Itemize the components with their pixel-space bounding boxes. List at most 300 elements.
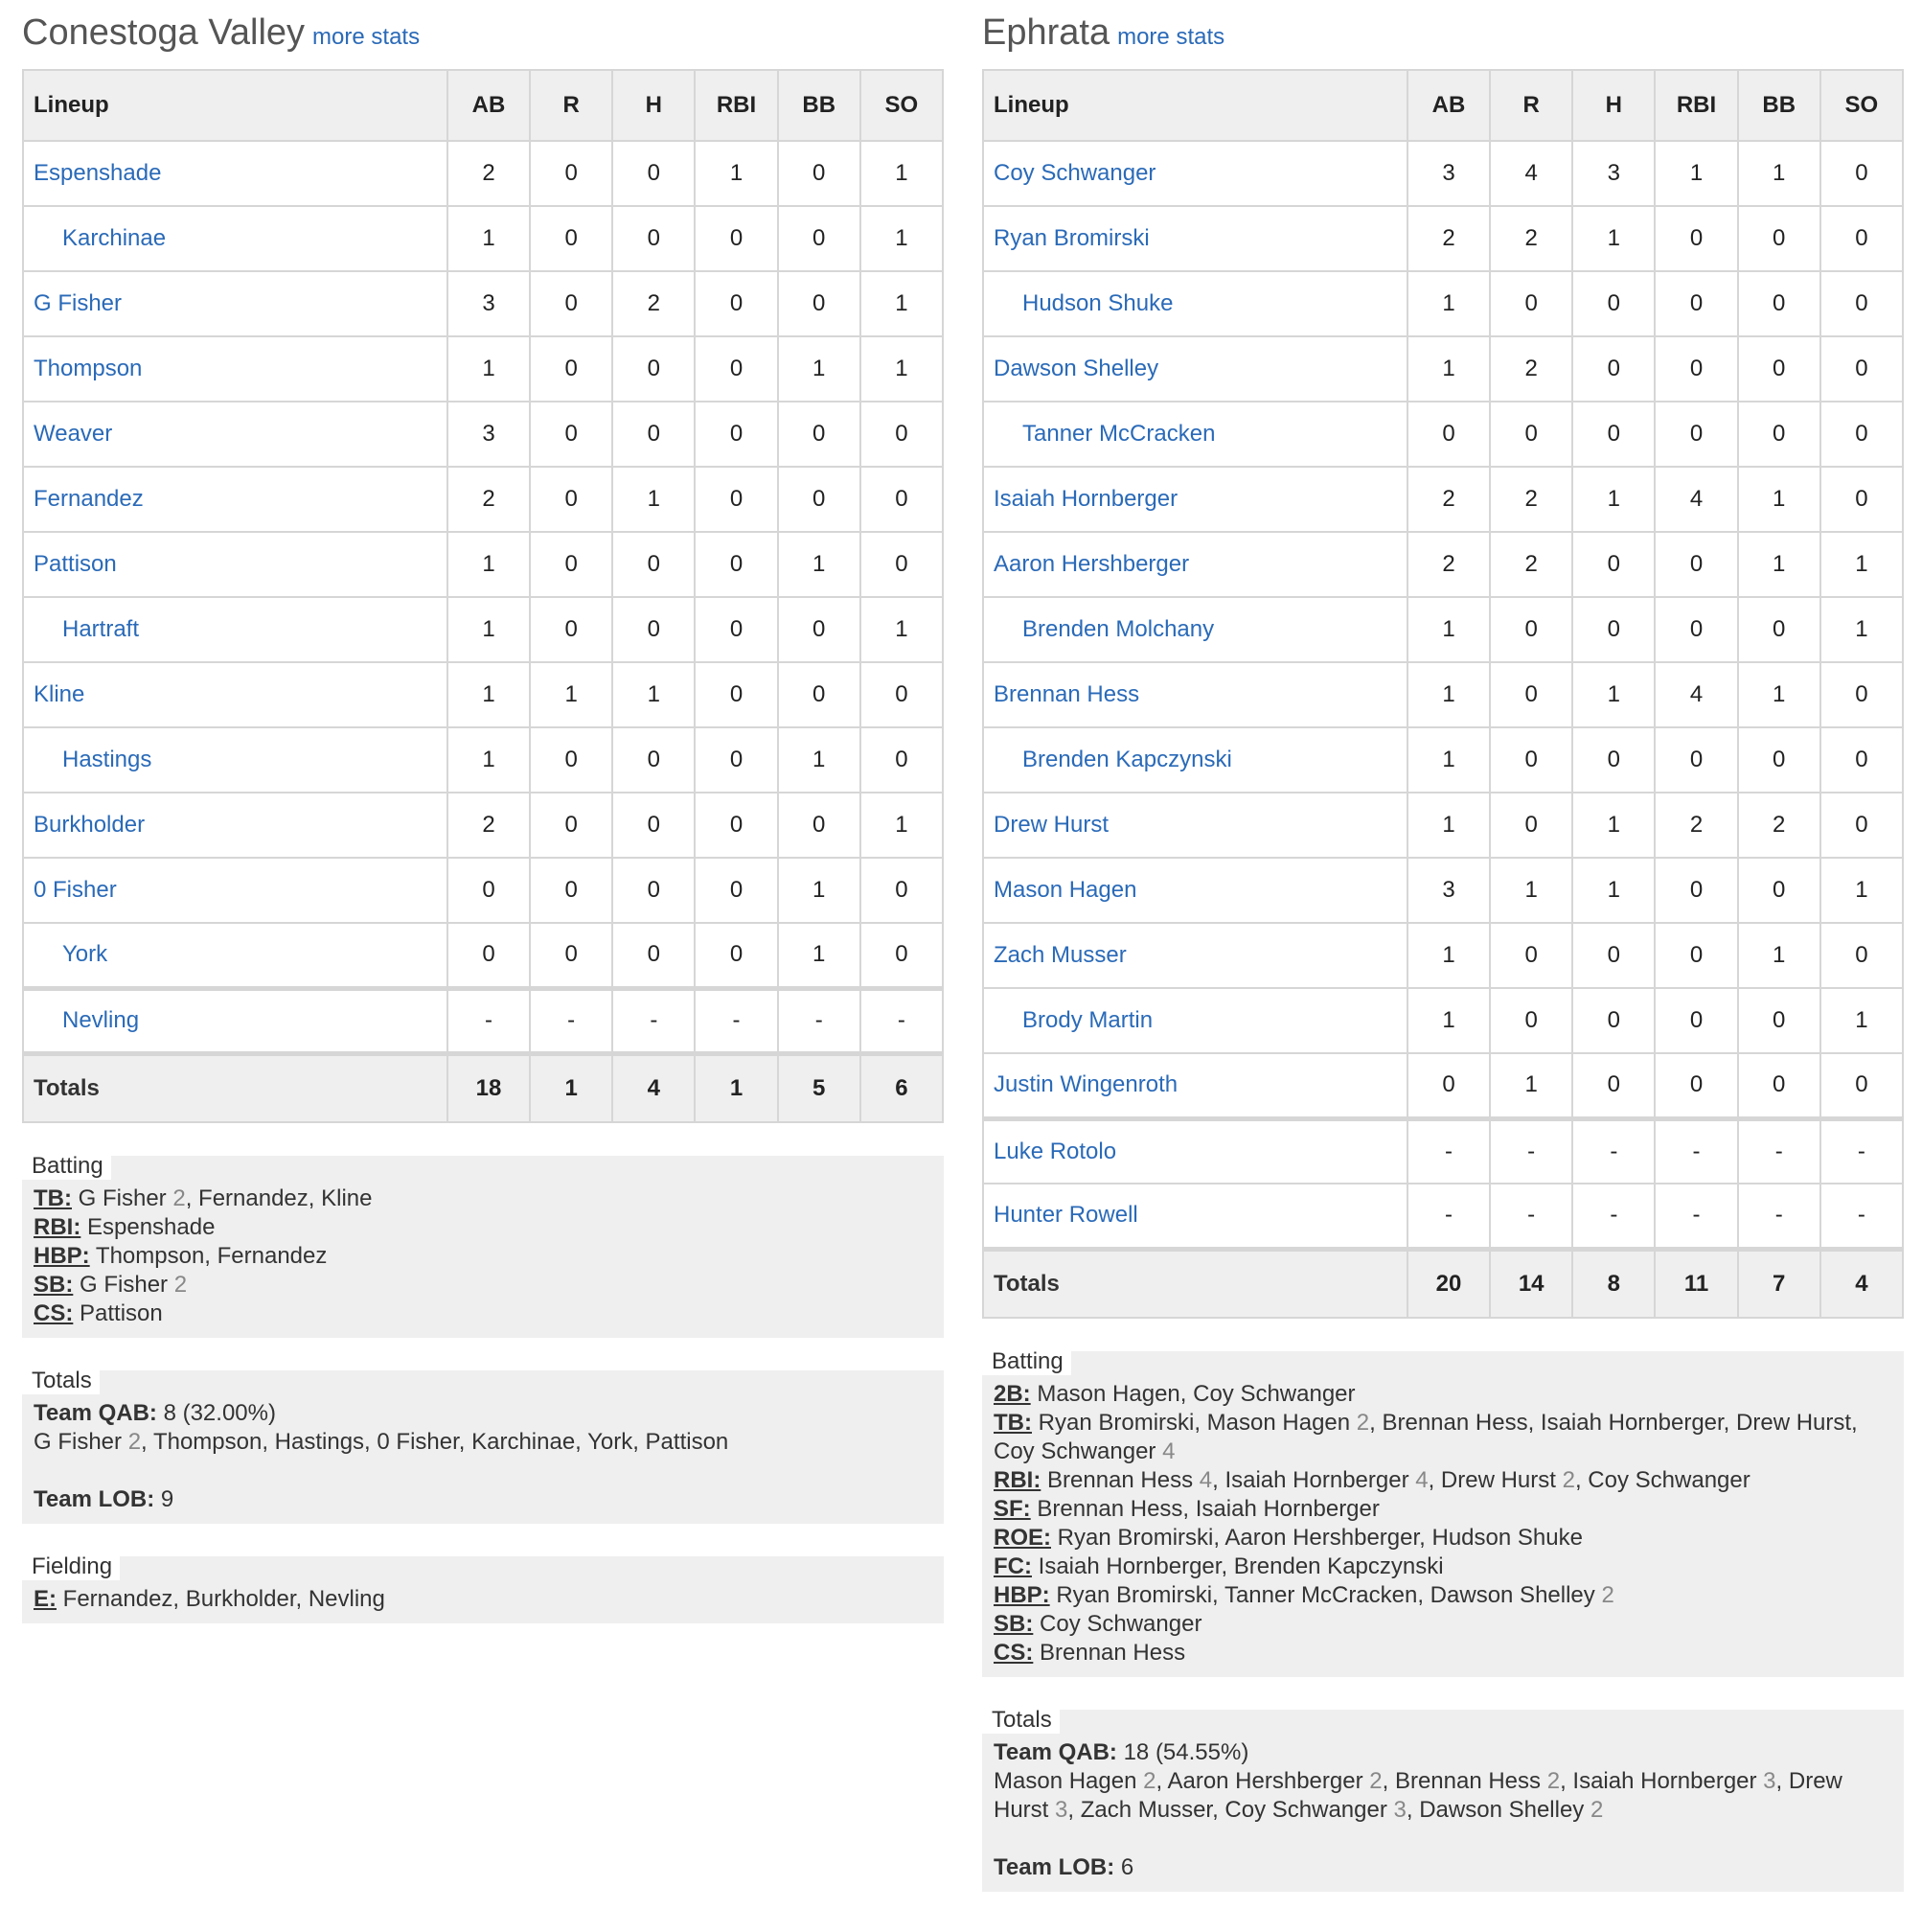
stat-bb-cell: 0 [1738, 271, 1820, 336]
stat-h-cell: 0 [1572, 271, 1655, 336]
team-name-text: Conestoga Valley [22, 12, 306, 53]
stat-r-cell: 2 [1490, 336, 1572, 402]
player-link[interactable]: Hastings [62, 747, 152, 772]
stat-ab-cell: 1 [1407, 597, 1490, 662]
stat-h-cell: 1 [1572, 662, 1655, 727]
player-name-cell [983, 532, 1407, 597]
stat-h-cell: 1 [1572, 793, 1655, 858]
stat-count: 2 [1601, 1582, 1614, 1608]
lineup-table [982, 69, 1904, 1319]
stat-so-cell: 1 [1820, 532, 1903, 597]
stat-so-cell: 1 [1820, 988, 1903, 1053]
stat-key: Team QAB: [994, 1739, 1117, 1765]
stat-key: HBP: [34, 1243, 90, 1269]
stat-line [994, 1466, 1892, 1495]
player-link[interactable]: Nevling [62, 1007, 140, 1033]
stat-ab-cell: 1 [447, 336, 530, 402]
stat-so-cell: 1 [1820, 858, 1903, 923]
stat-h-cell: 0 [612, 206, 695, 271]
team-name [22, 12, 420, 54]
player-name-cell [983, 597, 1407, 662]
stat-ab-cell: 2 [1407, 532, 1490, 597]
player-name-cell [23, 858, 447, 923]
stat-h-cell: 0 [1572, 923, 1655, 988]
stat-so-cell: 0 [1820, 141, 1903, 206]
player-link[interactable]: Brody Martin [1022, 1007, 1154, 1033]
player-link[interactable]: Ryan Bromirski [994, 225, 1150, 251]
table-row [983, 467, 1903, 532]
stat-ab-cell: 0 [1407, 402, 1490, 467]
stats-panel-totals [982, 1707, 1904, 1892]
stat-so-cell: 1 [860, 141, 943, 206]
stat-r-cell: 0 [530, 793, 612, 858]
stat-r-cell: 0 [530, 271, 612, 336]
stat-r-cell: 0 [1490, 988, 1572, 1053]
stat-so-cell: 0 [1820, 467, 1903, 532]
stat-rbi-cell: 0 [695, 271, 777, 336]
player-link[interactable]: Luke Rotolo [994, 1138, 1117, 1164]
stat-h-cell: 1 [1572, 467, 1655, 532]
stat-line [34, 1428, 932, 1457]
stat-bb-cell: 0 [778, 793, 860, 858]
stat-rbi-cell: 4 [1655, 662, 1737, 727]
stat-text: Fernandez, Burkholder, Nevling [62, 1586, 385, 1612]
stat-count: 2 [127, 1429, 142, 1455]
stat-text: 18 (54.55%) [1123, 1739, 1249, 1765]
stat-key: RBI: [994, 1467, 1041, 1493]
table-row [23, 141, 943, 206]
stat-key: FC: [994, 1553, 1032, 1579]
stat-line [34, 1184, 932, 1213]
player-link[interactable]: Dawson Shelley [994, 356, 1159, 381]
table-row [983, 923, 1903, 988]
stat-h-cell: 0 [612, 597, 695, 662]
team-header [22, 0, 944, 69]
table-row [983, 532, 1903, 597]
stat-r-cell: 2 [1490, 532, 1572, 597]
stat-r-cell: 0 [1490, 402, 1572, 467]
total-rbi-cell: 1 [695, 1053, 777, 1122]
stat-text: Pattison [80, 1300, 163, 1326]
stat-rbi-cell: 0 [1655, 271, 1737, 336]
stat-line [994, 1552, 1892, 1581]
stat-text: , Drew Hurst [1428, 1467, 1563, 1493]
stat-key: E: [34, 1586, 57, 1612]
stat-ab-cell: 0 [447, 923, 530, 988]
totals-label: Totals [23, 1053, 447, 1122]
player-name-cell [23, 597, 447, 662]
column-header-lineup: Lineup [983, 70, 1407, 141]
stat-key: TB: [34, 1185, 72, 1211]
stat-so-cell: 0 [1820, 1053, 1903, 1118]
more-stats-link[interactable]: more stats [1117, 24, 1225, 50]
stat-h-cell: 0 [612, 858, 695, 923]
player-link[interactable]: Fernandez [34, 486, 144, 512]
stat-count: 2 [172, 1185, 186, 1211]
stat-so-cell: 0 [1820, 271, 1903, 336]
stat-ab-cell: 1 [1407, 988, 1490, 1053]
player-link[interactable]: York [62, 941, 108, 968]
stat-h-cell: 0 [612, 727, 695, 793]
stat-line [34, 1485, 932, 1514]
stat-h-cell: 0 [612, 532, 695, 597]
stat-so-cell: 0 [860, 858, 943, 923]
stat-line [994, 1610, 1892, 1639]
stat-so-cell: 0 [1820, 402, 1903, 467]
stat-count: 2 [173, 1272, 188, 1298]
stat-text: , Isaiah Hornberger [1560, 1768, 1764, 1794]
player-name-cell [983, 1053, 1407, 1118]
stat-h-cell: 1 [612, 662, 695, 727]
stat-h-cell: 1 [1572, 858, 1655, 923]
table-row [983, 336, 1903, 402]
table-row [983, 597, 1903, 662]
stat-bb-cell: 1 [1738, 141, 1820, 206]
stat-rbi-cell: 0 [695, 532, 777, 597]
stat-text: , Coy Schwanger [1574, 1467, 1750, 1493]
player-name-cell [23, 923, 447, 988]
team-conestoga-valley [22, 0, 944, 1623]
stat-line [994, 1524, 1892, 1552]
stat-count: 2 [1590, 1797, 1604, 1823]
stat-rbi-cell: - [1655, 1118, 1737, 1184]
stat-h-cell: 1 [1572, 206, 1655, 271]
stat-count: 4 [1162, 1438, 1176, 1464]
stat-so-cell: - [1820, 1118, 1903, 1184]
player-link[interactable]: Brennan Hess [994, 681, 1140, 707]
stat-r-cell: 0 [530, 206, 612, 271]
stat-h-cell: 0 [612, 923, 695, 988]
stat-text: 8 (32.00%) [163, 1400, 276, 1426]
stat-text: , Aaron Hershberger [1155, 1768, 1370, 1794]
stat-so-cell: - [1820, 1184, 1903, 1249]
stat-r-cell: - [1490, 1118, 1572, 1184]
stat-bb-cell: 0 [1738, 1053, 1820, 1118]
player-name-cell [983, 141, 1407, 206]
stat-text: Ryan Bromirski, Aaron Hershberger, Hudson Shuke [1057, 1525, 1583, 1551]
stat-key: Team QAB: [34, 1400, 157, 1426]
stat-text: , Thompson, Hastings, 0 Fisher, Karchinae, York, Pattison [141, 1429, 729, 1455]
player-name-cell [23, 532, 447, 597]
panel-title: Totals [22, 1368, 100, 1394]
stat-text: , Brennan Hess [1382, 1768, 1547, 1794]
stat-text: Coy Schwanger [1040, 1611, 1202, 1637]
player-name-cell [23, 467, 447, 532]
stat-ab-cell: 1 [1407, 662, 1490, 727]
stat-text: 6 [1120, 1854, 1134, 1880]
stat-so-cell: 0 [1820, 662, 1903, 727]
stat-so-cell: - [860, 988, 943, 1053]
column-header-rbi: RBI [695, 70, 777, 141]
stat-count: 3 [1055, 1797, 1068, 1823]
player-name-cell [23, 402, 447, 467]
total-rbi-cell: 11 [1655, 1249, 1737, 1318]
column-header-h: H [612, 70, 695, 141]
player-link[interactable]: Mason Hagen [994, 877, 1137, 903]
stat-rbi-cell: 0 [1655, 727, 1737, 793]
stat-ab-cell: 2 [447, 467, 530, 532]
stat-key: 2B: [994, 1381, 1031, 1407]
stat-key: TB: [994, 1410, 1032, 1436]
stats-panel-fielding [22, 1553, 944, 1623]
table-row [983, 1053, 1903, 1118]
panel-title: Batting [22, 1153, 111, 1180]
player-name-cell [983, 271, 1407, 336]
player-name-cell [983, 1184, 1407, 1249]
stat-rbi-cell: 0 [695, 467, 777, 532]
stat-bb-cell: 0 [1738, 988, 1820, 1053]
stat-bb-cell: - [1738, 1118, 1820, 1184]
stat-r-cell: 0 [530, 336, 612, 402]
player-link[interactable]: Drew Hurst [994, 812, 1110, 838]
stat-line [994, 1409, 1892, 1466]
stats-panel-batting [22, 1153, 944, 1338]
stat-r-cell: 0 [530, 402, 612, 467]
stat-ab-cell: 2 [1407, 206, 1490, 271]
stat-ab-cell: 1 [1407, 727, 1490, 793]
stat-text: , Drew Hurst [994, 1768, 1842, 1823]
table-row [983, 662, 1903, 727]
stat-bb-cell: 1 [778, 858, 860, 923]
stat-r-cell: 0 [530, 467, 612, 532]
stat-r-cell: 0 [1490, 923, 1572, 988]
totals-row [983, 1249, 1903, 1318]
stat-rbi-cell: 0 [1655, 597, 1737, 662]
stat-bb-cell: 1 [1738, 662, 1820, 727]
stat-rbi-cell: 2 [1655, 793, 1737, 858]
stat-bb-cell: 0 [778, 662, 860, 727]
stat-rbi-cell: 0 [1655, 988, 1737, 1053]
lineup-header-row [983, 70, 1903, 141]
stat-r-cell: 0 [530, 141, 612, 206]
team-name [982, 12, 1224, 54]
stat-r-cell: 0 [1490, 793, 1572, 858]
stat-ab-cell: 3 [1407, 141, 1490, 206]
stat-h-cell: - [1572, 1184, 1655, 1249]
stat-ab-cell: 3 [447, 271, 530, 336]
stat-text: , Dawson Shelley [1406, 1797, 1590, 1823]
stat-h-cell: 0 [612, 402, 695, 467]
column-header-bb: BB [778, 70, 860, 141]
stat-rbi-cell: 0 [1655, 858, 1737, 923]
player-link[interactable]: Brenden Molchany [1022, 616, 1215, 642]
player-link[interactable]: Hunter Rowell [994, 1202, 1138, 1229]
player-name-cell [983, 1118, 1407, 1184]
player-link[interactable]: G Fisher [34, 290, 123, 316]
stat-h-cell: 1 [612, 467, 695, 532]
lineup-header-row [23, 70, 943, 141]
stat-so-cell: 1 [860, 597, 943, 662]
stat-r-cell: 1 [1490, 858, 1572, 923]
stat-h-cell: 0 [1572, 988, 1655, 1053]
column-header-rbi: RBI [1655, 70, 1737, 141]
player-name-cell [23, 662, 447, 727]
stat-key: SF: [994, 1496, 1031, 1522]
stat-line [34, 1585, 932, 1614]
stat-ab-cell: 1 [447, 206, 530, 271]
column-header-r: R [1490, 70, 1572, 141]
stat-r-cell: 0 [530, 532, 612, 597]
stat-text: Ryan Bromirski, Tanner McCracken, Dawson Shelley [1056, 1582, 1602, 1608]
totals-row [23, 1053, 943, 1122]
stat-rbi-cell: 0 [1655, 1053, 1737, 1118]
stat-count: 2 [1143, 1768, 1156, 1794]
stat-text: Ryan Bromirski, Mason Hagen [1038, 1410, 1357, 1436]
stat-line [994, 1853, 1892, 1882]
stat-ab-cell: 2 [447, 141, 530, 206]
stat-bb-cell: 0 [778, 402, 860, 467]
player-link[interactable]: Zach Musser [994, 942, 1127, 968]
player-link[interactable]: Brenden Kapczynski [1022, 747, 1232, 772]
player-link[interactable]: Karchinae [62, 225, 167, 251]
table-row [983, 727, 1903, 793]
table-row [23, 467, 943, 532]
stat-line [34, 1300, 932, 1328]
player-link[interactable]: Hartraft [62, 616, 140, 642]
player-link[interactable]: Kline [34, 681, 85, 707]
stat-h-cell: 3 [1572, 141, 1655, 206]
stat-r-cell: 1 [1490, 1053, 1572, 1118]
player-name-cell [23, 206, 447, 271]
player-link[interactable]: Weaver [34, 421, 113, 447]
stat-r-cell: 0 [1490, 597, 1572, 662]
stat-h-cell: 0 [1572, 532, 1655, 597]
stat-text: Thompson, Fernandez [95, 1243, 328, 1269]
stat-text: Isaiah Hornberger, Brenden Kapczynski [1038, 1553, 1444, 1579]
stat-key: ROE: [994, 1525, 1051, 1551]
player-link[interactable]: Tanner McCracken [1022, 421, 1216, 447]
table-row [23, 662, 943, 727]
stat-r-cell: 0 [530, 597, 612, 662]
table-row [23, 597, 943, 662]
stat-count: 3 [1763, 1768, 1776, 1794]
player-link[interactable]: Aaron Hershberger [994, 551, 1190, 577]
player-link[interactable]: 0 Fisher [34, 877, 117, 903]
total-r-cell: 14 [1490, 1249, 1572, 1318]
stat-h-cell: 0 [612, 336, 695, 402]
player-link[interactable]: Burkholder [34, 812, 146, 838]
player-link[interactable]: Espenshade [34, 160, 162, 186]
table-row [23, 923, 943, 988]
player-name-cell [983, 858, 1407, 923]
table-row [983, 858, 1903, 923]
panel-title: Fielding [22, 1553, 120, 1580]
stat-r-cell: 4 [1490, 141, 1572, 206]
stat-bb-cell: 1 [778, 923, 860, 988]
player-name-cell [23, 271, 447, 336]
stat-ab-cell: - [1407, 1118, 1490, 1184]
player-name-cell [983, 662, 1407, 727]
player-name-cell [23, 727, 447, 793]
stat-bb-cell: 0 [1738, 402, 1820, 467]
player-name-cell [23, 793, 447, 858]
stat-text: Brennan Hess [1047, 1467, 1200, 1493]
table-row [23, 271, 943, 336]
stat-r-cell: 0 [1490, 271, 1572, 336]
player-link[interactable]: Coy Schwanger [994, 160, 1156, 186]
stat-h-cell: - [612, 988, 695, 1053]
stat-line [34, 1271, 932, 1300]
stat-rbi-cell: 0 [1655, 923, 1737, 988]
table-row [23, 793, 943, 858]
stat-so-cell: 0 [1820, 336, 1903, 402]
stat-ab-cell: - [447, 988, 530, 1053]
stat-bb-cell: 1 [778, 727, 860, 793]
stat-ab-cell: 3 [447, 402, 530, 467]
stat-bb-cell: 0 [778, 271, 860, 336]
stat-so-cell: 0 [860, 727, 943, 793]
player-name-cell [983, 467, 1407, 532]
stat-h-cell: 2 [612, 271, 695, 336]
stat-key: SB: [994, 1611, 1034, 1637]
stat-rbi-cell: 0 [695, 793, 777, 858]
stat-ab-cell: 3 [1407, 858, 1490, 923]
stat-line [34, 1399, 932, 1428]
table-row [23, 206, 943, 271]
stat-ab-cell: 1 [1407, 923, 1490, 988]
team-header [982, 0, 1904, 69]
player-link[interactable]: Isaiah Hornberger [994, 486, 1178, 512]
column-header-bb: BB [1738, 70, 1820, 141]
stat-rbi-cell: - [1655, 1184, 1737, 1249]
total-h-cell: 4 [612, 1053, 695, 1122]
stat-ab-cell: 1 [1407, 793, 1490, 858]
stat-text: , Brennan Hess, Isaiah Hornberger, Drew Hurst, Coy Schwanger [994, 1410, 1858, 1464]
stat-text: Brennan Hess [1040, 1640, 1186, 1666]
player-link[interactable]: Justin Wingenroth [994, 1071, 1178, 1098]
stat-rbi-cell: 0 [1655, 402, 1737, 467]
stat-text: G Fisher [78, 1185, 173, 1211]
stat-line [994, 1639, 1892, 1668]
stat-count: 4 [1415, 1467, 1429, 1493]
player-link[interactable]: Pattison [34, 551, 117, 577]
stat-rbi-cell: 1 [695, 141, 777, 206]
stat-ab-cell: - [1407, 1184, 1490, 1249]
stat-key: RBI: [34, 1214, 81, 1240]
player-name-cell [983, 206, 1407, 271]
stat-bb-cell: 0 [778, 597, 860, 662]
stats-panel-batting [982, 1348, 1904, 1677]
stat-h-cell: 0 [1572, 597, 1655, 662]
more-stats-link[interactable]: more stats [312, 24, 421, 50]
player-name-cell [23, 988, 447, 1053]
table-row [983, 793, 1903, 858]
player-link[interactable]: Hudson Shuke [1022, 290, 1174, 316]
stat-r-cell: 2 [1490, 206, 1572, 271]
table-row [983, 1118, 1903, 1184]
stat-bb-cell: 1 [1738, 923, 1820, 988]
stat-count: 3 [1393, 1797, 1407, 1823]
stat-count: 2 [1369, 1768, 1383, 1794]
stat-bb-cell: 0 [778, 206, 860, 271]
column-header-so: SO [860, 70, 943, 141]
stat-ab-cell: 0 [447, 858, 530, 923]
table-row [23, 402, 943, 467]
stat-rbi-cell: 0 [1655, 206, 1737, 271]
stat-ab-cell: 0 [1407, 1053, 1490, 1118]
stat-rbi-cell: 0 [1655, 532, 1737, 597]
stat-ab-cell: 1 [447, 597, 530, 662]
stat-so-cell: 0 [860, 662, 943, 727]
stat-so-cell: 1 [860, 793, 943, 858]
stat-so-cell: 0 [1820, 206, 1903, 271]
stat-so-cell: 0 [1820, 923, 1903, 988]
total-h-cell: 8 [1572, 1249, 1655, 1318]
player-name-cell [983, 793, 1407, 858]
player-link[interactable]: Thompson [34, 356, 143, 381]
stat-key: CS: [34, 1300, 74, 1326]
stat-ab-cell: 1 [447, 532, 530, 597]
